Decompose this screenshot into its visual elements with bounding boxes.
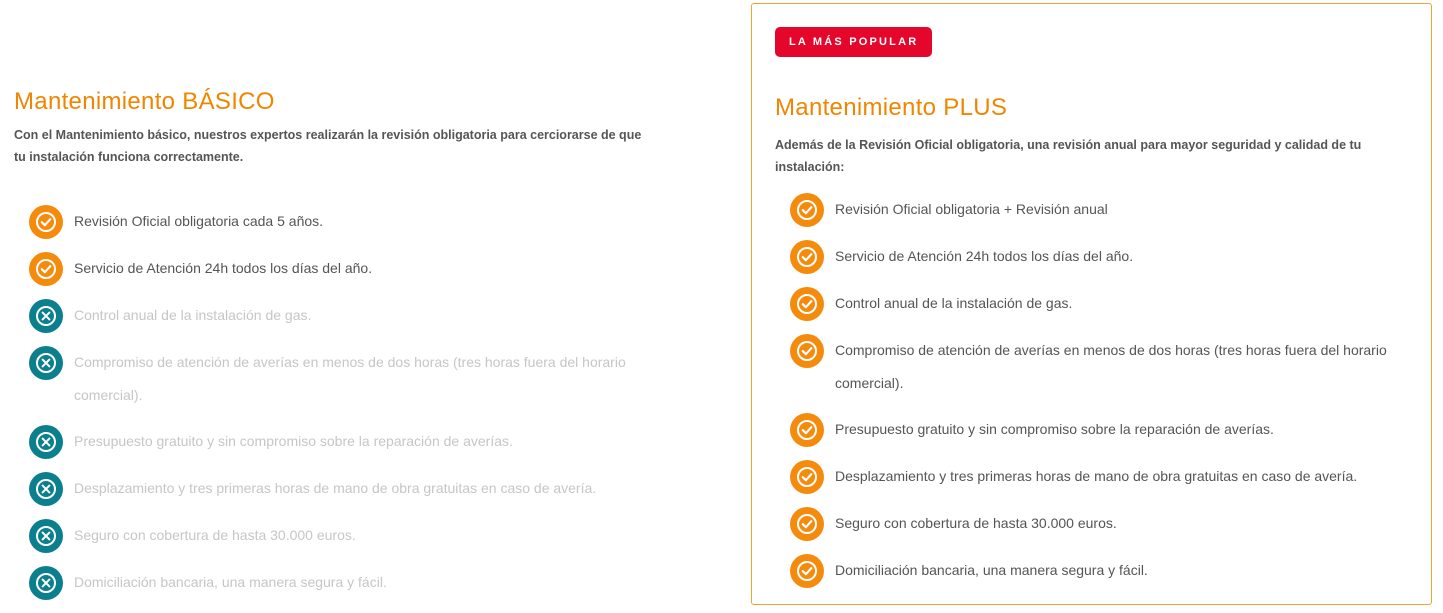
feature-text: Revisión Oficial obligatoria cada 5 años. — [74, 213, 324, 229]
x-circle-icon — [29, 472, 63, 506]
feature-list — [29, 205, 689, 613]
feature-item — [29, 519, 689, 553]
feature-text: Control anual de la instalación de gas. — [835, 295, 1073, 311]
check-circle-icon — [790, 287, 824, 321]
feature-item — [790, 240, 1420, 274]
x-circle-icon — [29, 566, 63, 600]
feature-text: Servicio de Atención 24h todos los días del año. — [835, 248, 1134, 264]
x-circle-icon — [29, 519, 63, 553]
feature-text: Compromiso de atención de averías en menos de dos horas (tres horas fuera del horario comercial). — [835, 342, 1387, 391]
feature-item — [790, 287, 1420, 321]
feature-item — [29, 346, 689, 412]
check-circle-icon — [29, 252, 63, 286]
feature-text: Presupuesto gratuito y sin compromiso sobre la reparación de averías. — [74, 433, 513, 449]
feature-text: Seguro con cobertura de hasta 30.000 euros. — [74, 527, 356, 543]
feature-text: Domiciliación bancaria, una manera segura y fácil. — [74, 574, 387, 590]
feature-list — [790, 193, 1420, 601]
feature-text: Seguro con cobertura de hasta 30.000 euros. — [835, 515, 1117, 531]
x-circle-icon — [29, 346, 63, 380]
plan-title: Mantenimiento BÁSICO — [14, 88, 275, 115]
x-circle-icon — [29, 299, 63, 333]
check-circle-icon — [790, 334, 824, 368]
check-circle-icon — [790, 240, 824, 274]
check-circle-icon — [790, 193, 824, 227]
feature-text: Domiciliación bancaria, una manera segura y fácil. — [835, 562, 1148, 578]
feature-text: Presupuesto gratuito y sin compromiso sobre la reparación de averías. — [835, 421, 1274, 437]
feature-item — [790, 554, 1420, 588]
feature-item — [790, 507, 1420, 541]
x-circle-icon — [29, 425, 63, 459]
feature-item — [29, 252, 689, 286]
feature-text: Revisión Oficial obligatoria + Revisión anual — [835, 201, 1108, 217]
feature-item — [29, 425, 689, 459]
feature-item — [790, 193, 1420, 227]
plan-card-plus — [751, 3, 1432, 605]
feature-text: Desplazamiento y tres primeras horas de mano de obra gratuitas en caso de avería. — [835, 468, 1358, 484]
check-circle-icon — [790, 460, 824, 494]
feature-item — [790, 460, 1420, 494]
feature-item — [790, 334, 1420, 400]
plan-title: Mantenimiento PLUS — [775, 94, 1008, 121]
feature-text: Desplazamiento y tres primeras horas de mano de obra gratuitas en caso de avería. — [74, 480, 597, 496]
feature-item — [29, 472, 689, 506]
feature-item — [29, 205, 689, 239]
feature-text: Servicio de Atención 24h todos los días del año. — [74, 260, 373, 276]
plan-card-basic — [14, 0, 714, 611]
check-circle-icon — [29, 205, 63, 239]
feature-item — [29, 299, 689, 333]
check-circle-icon — [790, 554, 824, 588]
feature-text: Control anual de la instalación de gas. — [74, 307, 312, 323]
plan-description: Además de la Revisión Oficial obligatoria, una revisión anual para mayor seguridad y calidad de tu instalación: — [775, 138, 1362, 174]
feature-item — [29, 566, 689, 600]
check-circle-icon — [790, 507, 824, 541]
feature-text: Compromiso de atención de averías en menos de dos horas (tres horas fuera del horario comercial). — [74, 354, 626, 403]
feature-item — [790, 413, 1420, 447]
plan-description: Con el Mantenimiento básico, nuestros expertos realizarán la revisión obligatoria para cerciorarse de que tu instalación funciona correctamente. — [14, 128, 642, 164]
most-popular-badge: LA MÁS POPULAR — [775, 27, 932, 57]
check-circle-icon — [790, 413, 824, 447]
